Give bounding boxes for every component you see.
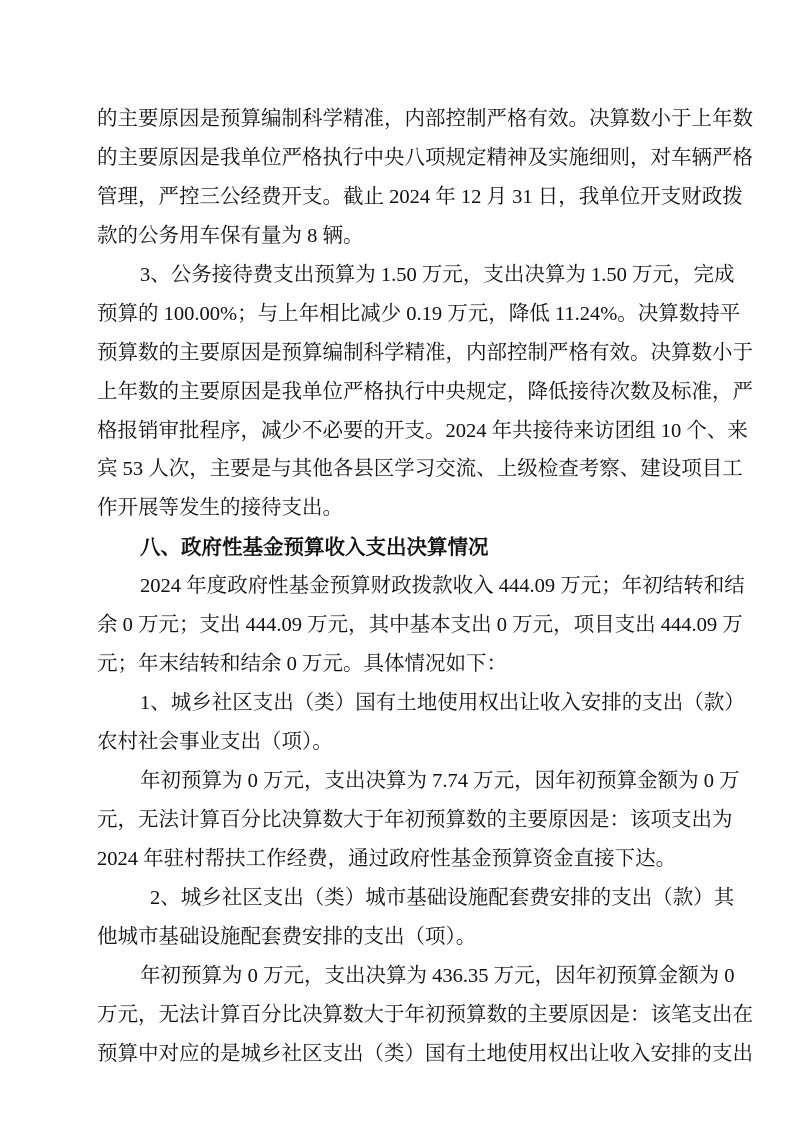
text-line: 宾 53 人次，主要是与其他各县区学习交流、上级检查考察、建设项目工	[97, 458, 743, 481]
text-line: 格报销审批程序，减少不必要的开支。2024 年共接待来访团组 10 个、来	[97, 419, 748, 442]
text-line: 元；年末结转和结余 0 万元。具体情况如下：	[97, 653, 507, 676]
text-line: 2024 年驻村帮扶工作经费，通过政府性基金预算资金直接下达。	[97, 847, 677, 870]
text-line: 年初预算为 0 万元，支出决算为 436.35 万元，因年初预算金额为 0	[140, 964, 735, 987]
document-page	[97, 100, 753, 1073]
text-line: 的主要原因是我单位严格执行中央八项规定精神及实施细则，对车辆严格	[97, 146, 753, 169]
text-line: 上年数的主要原因是我单位严格执行中央规定，降低接待次数及标准，严	[97, 380, 753, 403]
paragraph	[97, 684, 745, 762]
text-line: 管理，严控三公经费开支。截止 2024 年 12 月 31 日，我单位开支财政拨	[97, 185, 743, 208]
text-line: 万元，无法计算百分比决算数大于年初预算数的主要原因是：该笔支出在	[97, 1003, 753, 1026]
text-line: 余 0 万元；支出 444.09 万元，其中基本支出 0 万元，项目支出 444.09 万	[97, 614, 743, 637]
text-line: 款的公务用车保有量为 8 辆。	[97, 224, 364, 247]
text-line: 年初预算为 0 万元，支出决算为 7.74 万元，因年初预算金额为 0 万	[140, 769, 740, 792]
paragraph	[97, 100, 753, 256]
paragraph	[97, 879, 735, 957]
text-line: 预算数的主要原因是预算编制科学精准，内部控制严格有效。决算数小于	[97, 341, 753, 364]
text-line: 他城市基础设施配套费安排的支出（项）。	[97, 925, 477, 948]
text-line: 1、城乡社区支出（类）国有土地使用权出让收入安排的支出（款）	[140, 692, 745, 715]
heading-text: 八、政府性基金预算收入支出决算情况	[140, 535, 489, 560]
text-line: 2、城乡社区支出（类）城市基础设施配套费安排的支出（款）其	[150, 886, 735, 909]
paragraph	[97, 957, 753, 1074]
text-line: 预算中对应的是城乡社区支出（类）国有土地使用权出让收入安排的支出	[97, 1042, 753, 1065]
text-line: 预算的 100.00%；与上年相比减少 0.19 万元，降低 11.24%。决算数持平	[97, 302, 741, 325]
paragraph	[97, 567, 745, 684]
text-line: 的主要原因是预算编制科学精准，内部控制严格有效。决算数小于上年数	[97, 108, 753, 130]
text-line: 作开展等发生的接待支出。	[97, 497, 343, 520]
section-heading	[97, 528, 703, 567]
text-line: 元，无法计算百分比决算数大于年初预算数的主要原因是：该项支出为	[97, 808, 733, 831]
paragraph	[97, 762, 740, 879]
text-line: 2024 年度政府性基金预算财政拨款收入 444.09 万元；年初结转和结	[140, 575, 745, 598]
text-line: 3、公务接待费支出预算为 1.50 万元，支出决算为 1.50 万元，完成	[140, 263, 735, 286]
text-line: 农村社会事业支出（项）。	[97, 731, 333, 753]
paragraph	[97, 256, 753, 529]
